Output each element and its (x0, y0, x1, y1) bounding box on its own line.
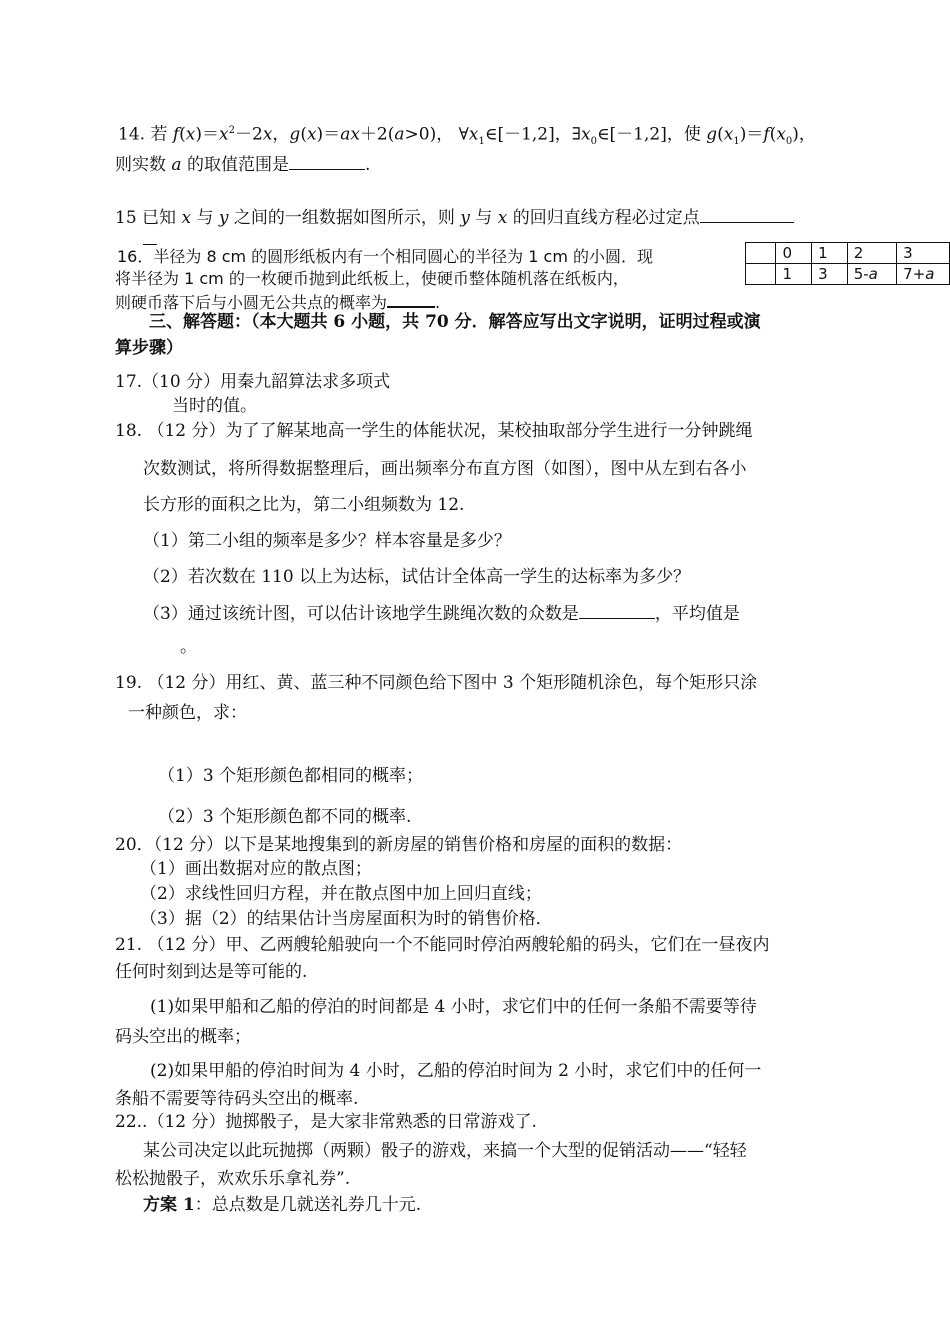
q16-answer-blank[interactable] (387, 290, 435, 308)
q19-sub1: （1）3 个矩形颜色都相同的概率； (158, 766, 424, 786)
q20-sub1: （1）画出数据对应的散点图； (140, 859, 372, 879)
table-cell: 3 (812, 264, 848, 285)
q17-line2: 当时的值。 (172, 396, 257, 416)
q18-line1: 18. （12 分）为了了解某地高一学生的体能状况，某校抽取部分学生进行一分钟跳绳 (115, 421, 753, 441)
table-cell: 1 (776, 264, 812, 285)
q15-answer-blank[interactable] (700, 206, 794, 223)
q21-line1: 21. （12 分）甲、乙两艘轮船驶向一个不能同时停泊两艘轮船的码头，它们在一昼夜内 (115, 935, 770, 955)
q22-line2: 某公司决定以此玩抛掷（两颗）骰子的游戏，来搞一个大型的促销活动——“轻轻 (143, 1141, 747, 1161)
q19-line2: 一种颜色，求： (128, 703, 247, 723)
q18-sub1: （1）第二小组的频率是多少？样本容量是多少？ (143, 531, 511, 551)
q21-sub2b: 条船不需要等待码头空出的概率. (115, 1089, 359, 1109)
q14-line2: 则实数 a 的取值范围是 . (115, 155, 371, 175)
table-cell (746, 264, 776, 285)
table-cell: 0 (776, 243, 812, 264)
q14-number: 14. (118, 124, 146, 145)
q18-line2: 次数测试，将所得数据整理后，画出频率分布直方图（如图），图中从左到右各小 (143, 459, 747, 479)
q18-sub2: （2）若次数在 110 以上为达标，试估计全体高一学生的达标率为多少？ (143, 567, 691, 587)
q18-sub3: （3）通过该统计图，可以估计该地学生跳绳次数的众数是 ，平均值是 (143, 604, 740, 624)
q20-sub2: （2）求线性回归方程，并在散点图中加上回归直线； (140, 884, 542, 904)
q21-line2: 任何时刻到达是等可能的. (115, 962, 308, 982)
q16-line1: 16．半径为 8 cm 的圆形纸板内有一个相同圆心的半径为 1 cm 的小圆．现 (117, 247, 654, 266)
q21-sub2a: (2)如果甲船的停泊时间为 4 小时，乙船的停泊时间为 2 小时，求它们中的任何一 (150, 1061, 762, 1081)
plan-label: 方案 1 (143, 1195, 195, 1215)
q19-sub2: （2）3 个矩形颜色都不同的概率. (158, 807, 412, 827)
table-row (746, 264, 950, 285)
q21-sub1b: 码头空出的概率； (115, 1027, 251, 1047)
q20-sub3: （3）据（2）的结果估计当房屋面积为时的销售价格． (140, 909, 553, 929)
q17-line1: 17.（10 分）用秦九韶算法求多项式 (115, 372, 391, 392)
q22-line3: 松松抛骰子，欢欢乐乐拿礼券”. (115, 1169, 351, 1189)
q14-text: 若 (150, 124, 173, 145)
table-cell: 1 (812, 243, 848, 264)
q16-line3: 则硬币落下后与小圆无公共点的概率为 . (115, 290, 440, 314)
q15-line: 15 已知 x 与 y 之间的一组数据如图所示，则 y 与 x 的回归直线方程必过定点 (115, 206, 794, 229)
q14-line1: 14. 若 $f(x)=x^2-2x$，g(x)＝ax＋2(a>0)， $\forall x_1\in[-1,2]$，$\exists x_0\in[-1,2]$，使 $g(x_1)=f(x_0)$， (118, 124, 816, 148)
table-cell: 7+a (897, 264, 950, 285)
q18-line3: 长方形的面积之比为，第二小组频数为 12. (143, 495, 465, 515)
data-table (745, 242, 950, 285)
q20-line1: 20．（12 分）以下是某地搜集到的新房屋的销售价格和房屋的面积的数据： (115, 835, 683, 855)
q21-sub1a: (1)如果甲船和乙船的停泊的时间都是 4 小时，求它们中的任何一条船不需要等待 (150, 997, 757, 1017)
table-cell (746, 243, 776, 264)
q14-answer-blank[interactable] (289, 153, 365, 170)
q14-f-expr: f (172, 124, 180, 145)
q22-plan1: 方案 1：总点数是几就送礼券几十元. (143, 1195, 422, 1215)
table-cell: 5-a (847, 264, 896, 285)
section-heading: 三、解答题：（本大题共 6 小题，共 70 分．解答应写出文字说明，证明过程或演 (149, 312, 761, 332)
section-heading-cont: 算步骤） (115, 338, 183, 358)
table-row (746, 243, 950, 264)
table-cell: 3 (897, 243, 950, 264)
q22-line1: 22..（12 分）抛掷骰子，是大家非常熟悉的日常游戏了. (115, 1112, 537, 1132)
q18-mode-blank[interactable] (579, 602, 655, 619)
table-cell: 2 (847, 243, 896, 264)
q18-sub3-end: 。 (180, 637, 197, 657)
q19-line1: 19. （12 分）用红、黄、蓝三种不同颜色给下图中 3 个矩形随机涂色，每个矩形只涂 (115, 673, 758, 693)
q16-line2: 将半径为 1 cm 的一枚硬币抛到此纸板上，使硬币整体随机落在纸板内， (115, 269, 629, 288)
